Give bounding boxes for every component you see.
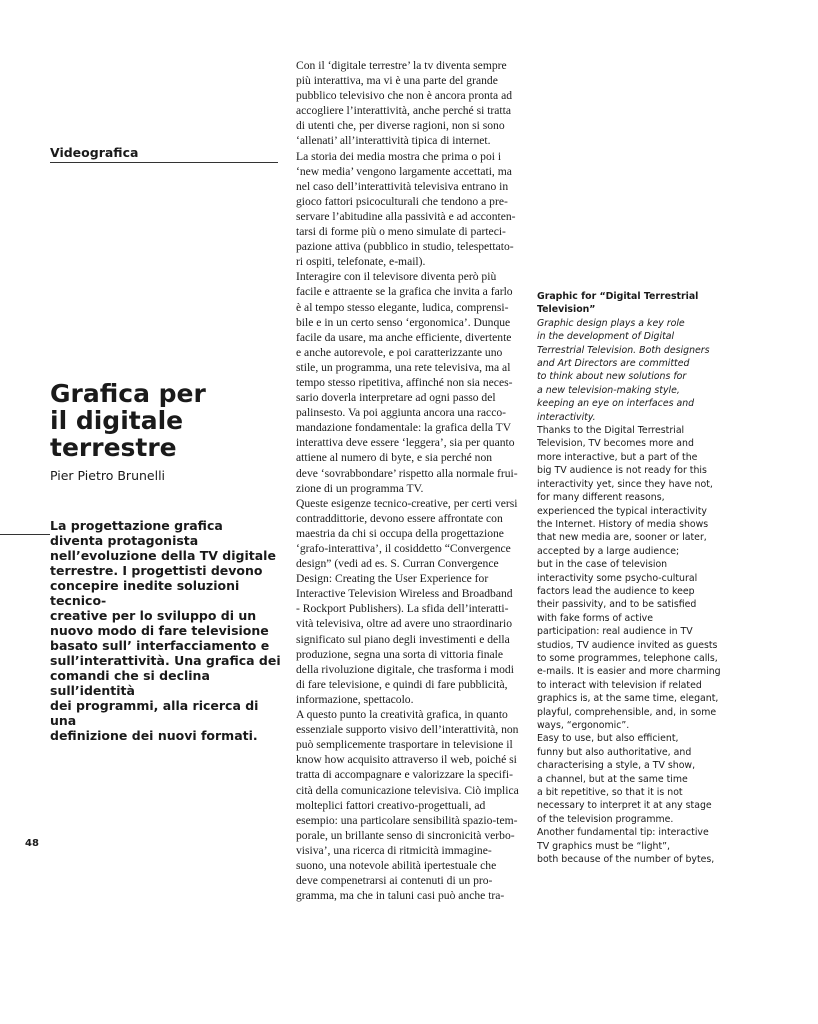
text-line: informazione, spettacolo.	[296, 692, 414, 706]
text-line: ‘new media’ vengono largamente accettati, ma	[296, 164, 512, 178]
text-line: TV graphics must be “light”,	[537, 840, 670, 852]
text-line: produzione, segna una sorta di vittoria finale	[296, 647, 504, 661]
page-number: 48	[25, 838, 39, 849]
text-line: interactivity.	[537, 411, 596, 423]
text-line: graphics is, at the same time, elegant,	[537, 693, 719, 705]
text-line: zione di un programma TV.	[296, 481, 424, 495]
text-line: tarsi di forme più o meno simulate di parteci-	[296, 225, 506, 239]
lead-rule	[0, 534, 50, 535]
text-line: more interactive, but a part of the	[537, 451, 698, 463]
text-line: - Rockport Publishers). La sfida dell’interatti-	[296, 602, 509, 616]
text-line: in the development of Digital	[537, 331, 675, 343]
text-line: maestria da chi si occupa della progettazione	[296, 526, 504, 540]
text-line: accogliere l’interattività, anche perché si tratta	[296, 104, 512, 118]
text-line: big TV audience is not ready for this	[537, 465, 707, 477]
text-line: e anche autorevole, e poi caratterizzante uno	[296, 345, 503, 359]
text-line: Thanks to the Digital Terrestrial	[537, 425, 685, 437]
text-line: Con il ‘digitale terrestre’ la tv diventa sempre	[296, 59, 507, 72]
text-line: cità della comunicazione televisiva. Ciò implica	[296, 783, 519, 797]
text-line: di fare televisione, e quindi di fare pubblicità,	[296, 677, 508, 691]
text-line: gramma, ma che in taluni casi può anche tra-	[296, 889, 505, 903]
text-line: but in the case of television	[537, 559, 668, 571]
text-line: può semplicemente trasportare in televisione il	[296, 738, 513, 752]
text-line: to think about new solutions for	[537, 371, 687, 383]
sidebar-body	[537, 424, 727, 866]
text-line: nell’evoluzione della TV digitale	[50, 548, 276, 563]
text-line: sario doverla interpretare ad ogni passo del	[296, 391, 496, 405]
text-line: dei programmi, alla ricerca di una	[50, 698, 259, 728]
text-line: funny but also authoritative, and	[537, 746, 692, 758]
text-line: e-mails. It is easier and more charming	[537, 666, 721, 678]
text-line: tratta di accompagnare e valorizzare la specifi-	[296, 768, 513, 782]
text-line: both because of the number of bytes,	[537, 854, 715, 866]
text-line: stile, un programma, una rete televisiva, ma al	[296, 360, 511, 374]
text-line: interactivity yet, since they have not,	[537, 478, 713, 490]
text-line: Another fundamental tip: interactive	[537, 827, 709, 839]
text-line: and Art Directors are committed	[537, 358, 690, 370]
text-line: a bit repetitive, so that it is not	[537, 787, 683, 799]
body-text-column	[296, 58, 528, 903]
section-label: Videografica	[50, 145, 278, 163]
text-line: terrestre. I progettisti devono	[50, 563, 263, 578]
text-line: deve ‘sovrabbondare’ rispetto alla normale frui-	[296, 466, 518, 480]
text-line: to some programmes, telephone calls,	[537, 652, 718, 664]
text-line: tempo stesso ripetitiva, affinché non sia neces-	[296, 375, 513, 389]
text-line: Graphic design plays a key role	[537, 317, 685, 329]
text-line: necessary to interpret it at any stage	[537, 800, 712, 812]
text-line: Easy to use, but also efficient,	[537, 733, 679, 745]
text-line: characterising a style, a TV show,	[537, 760, 696, 772]
text-line: factors lead the audience to keep	[537, 585, 695, 597]
text-line: sull’interattività. Una grafica dei	[50, 653, 281, 668]
article-title	[50, 380, 278, 461]
text-line: their passivity, and to be satisfied	[537, 599, 697, 611]
text-line: molteplici fattori creativo-progettuali, ad	[296, 798, 486, 812]
text-line: gioco fattori psicoculturali che tendono a pre-	[296, 194, 508, 208]
text-line: for many different reasons,	[537, 492, 665, 504]
text-line: definizione dei nuovi formati.	[50, 728, 258, 743]
text-line: experienced the typical interactivity	[537, 505, 707, 517]
text-line: facile e attraente se la grafica che invita a farlo	[296, 285, 513, 299]
text-line: know how acquisito attraverso il web, poiché si	[296, 753, 517, 767]
sidebar-heading	[537, 290, 727, 317]
text-line: più interattiva, ma vi è una parte del grande	[296, 74, 498, 88]
text-line: significato sul piano degli investimenti e della	[296, 632, 510, 646]
text-line: Interagire con il televisore diventa però più	[296, 270, 497, 284]
text-line: La storia dei media mostra che prima o poi i	[296, 149, 502, 163]
text-line: della rivoluzione digitale, che trasforma i modi	[296, 662, 514, 676]
text-line: attiene al numero di byte, e sia perché non	[296, 451, 493, 465]
title-line: il digitale	[50, 406, 184, 435]
text-line: that new media are, sooner or later,	[537, 532, 707, 544]
text-line: accepted by a large audience;	[537, 545, 680, 557]
text-line: ‘grafo-interattiva’, il cosiddetto “Convergence	[296, 542, 511, 555]
text-line: contraddittorie, devono essere affrontate con	[296, 511, 503, 525]
text-line: diventa protagonista	[50, 533, 199, 548]
text-line: vità televisiva, oltre ad avere uno straordinario	[296, 617, 513, 631]
text-line: keeping an eye on interfaces and	[537, 398, 695, 410]
text-line: palinsesto. Va poi aggiunta ancora una racco-	[296, 406, 507, 420]
text-line: Design: Creating the User Experience for	[296, 572, 489, 586]
text-line: essenziale supporto visivo dell’interattività, non	[296, 723, 519, 737]
text-line: deve compenetrarsi ai contenuti di un pro-	[296, 874, 493, 888]
text-line: Television, TV becomes more and	[537, 438, 694, 450]
text-line: pazione attiva (pubblico in studio, telespettato-	[296, 240, 514, 254]
text-line: playful, comprehensible, and, in some	[537, 706, 717, 718]
text-line: La progettazione grafica	[50, 518, 223, 533]
text-line: Graphic for “Digital Terrestrial	[537, 291, 699, 302]
text-line: basato sull’ interfacciamento e	[50, 638, 270, 653]
text-line: servare l’abitudine alla passività e ad acconten-	[296, 209, 516, 223]
text-line: of the television programme.	[537, 813, 674, 825]
text-line: suono, una notevole abilità ipertestuale che	[296, 858, 497, 872]
text-line: creative per lo sviluppo di un	[50, 608, 257, 623]
text-line: Television”	[537, 304, 596, 316]
text-line: A questo punto la creatività grafica, in quanto	[296, 708, 508, 722]
text-line: pubblico televisivo che non è ancora pronta ad	[296, 89, 513, 103]
english-sidebar	[537, 290, 727, 866]
text-line: concepire inedite soluzioni tecnico-	[50, 578, 240, 608]
text-line: ‘allenati’ all’interattività tipica di internet.	[296, 134, 491, 148]
text-line: ways, “ergonomic”.	[537, 720, 630, 731]
text-line: a new television-making style,	[537, 384, 680, 396]
text-line: interactivity some psycho-cultural	[537, 572, 698, 584]
text-line: di utenti che, per diverse ragioni, non si sono	[296, 119, 505, 133]
text-line: nel caso dell’interattività televisiva entrano in	[296, 179, 509, 193]
text-line: mandazione fondamentale: la grafica della TV	[296, 421, 512, 435]
article-author: Pier Pietro Brunelli	[50, 468, 166, 483]
text-line: bile e in un certo senso ‘ergonomica’. Dunque	[296, 315, 511, 329]
text-line: interattiva deve essere ‘leggera’, sia per quanto	[296, 436, 515, 450]
text-line: nuovo modo di fare televisione	[50, 623, 269, 638]
text-line: Queste esigenze tecnico-creative, per certi versi	[296, 496, 518, 510]
text-line: esempio: una particolare sensibilità spazio-tem-	[296, 813, 518, 827]
text-line: Terrestrial Television. Both designers	[537, 344, 710, 356]
sidebar-abstract	[537, 317, 727, 424]
text-line: participation: real audience in TV	[537, 626, 693, 638]
text-line: design” (vedi ad es. S. Curran Convergence	[296, 557, 499, 571]
text-line: ri ospiti, telefonate, e-mail).	[296, 255, 426, 269]
text-line: to interact with television if related	[537, 679, 702, 691]
text-line: facile da usare, ma anche efficiente, divertente	[296, 330, 512, 344]
text-line: comandi che si declina sull’identità	[50, 668, 210, 698]
text-line: porale, un brillante senso di sincronicità verbo-	[296, 828, 515, 842]
text-line: a channel, but at the same time	[537, 773, 688, 785]
text-line: with fake forms of active	[537, 612, 653, 624]
text-line: the Internet. History of media shows	[537, 518, 709, 530]
text-line: è al tempo stesso elegante, ludica, comprensi-	[296, 300, 509, 314]
text-line: Interactive Television Wireless and Broadband	[296, 587, 513, 601]
lead-paragraph	[50, 518, 288, 743]
text-line: studios, TV audience invited as guests	[537, 639, 718, 651]
title-line: terrestre	[50, 433, 177, 462]
text-line: visiva’, una ricerca di ritmicità immagine-	[296, 843, 492, 857]
title-line: Grafica per	[50, 379, 206, 408]
